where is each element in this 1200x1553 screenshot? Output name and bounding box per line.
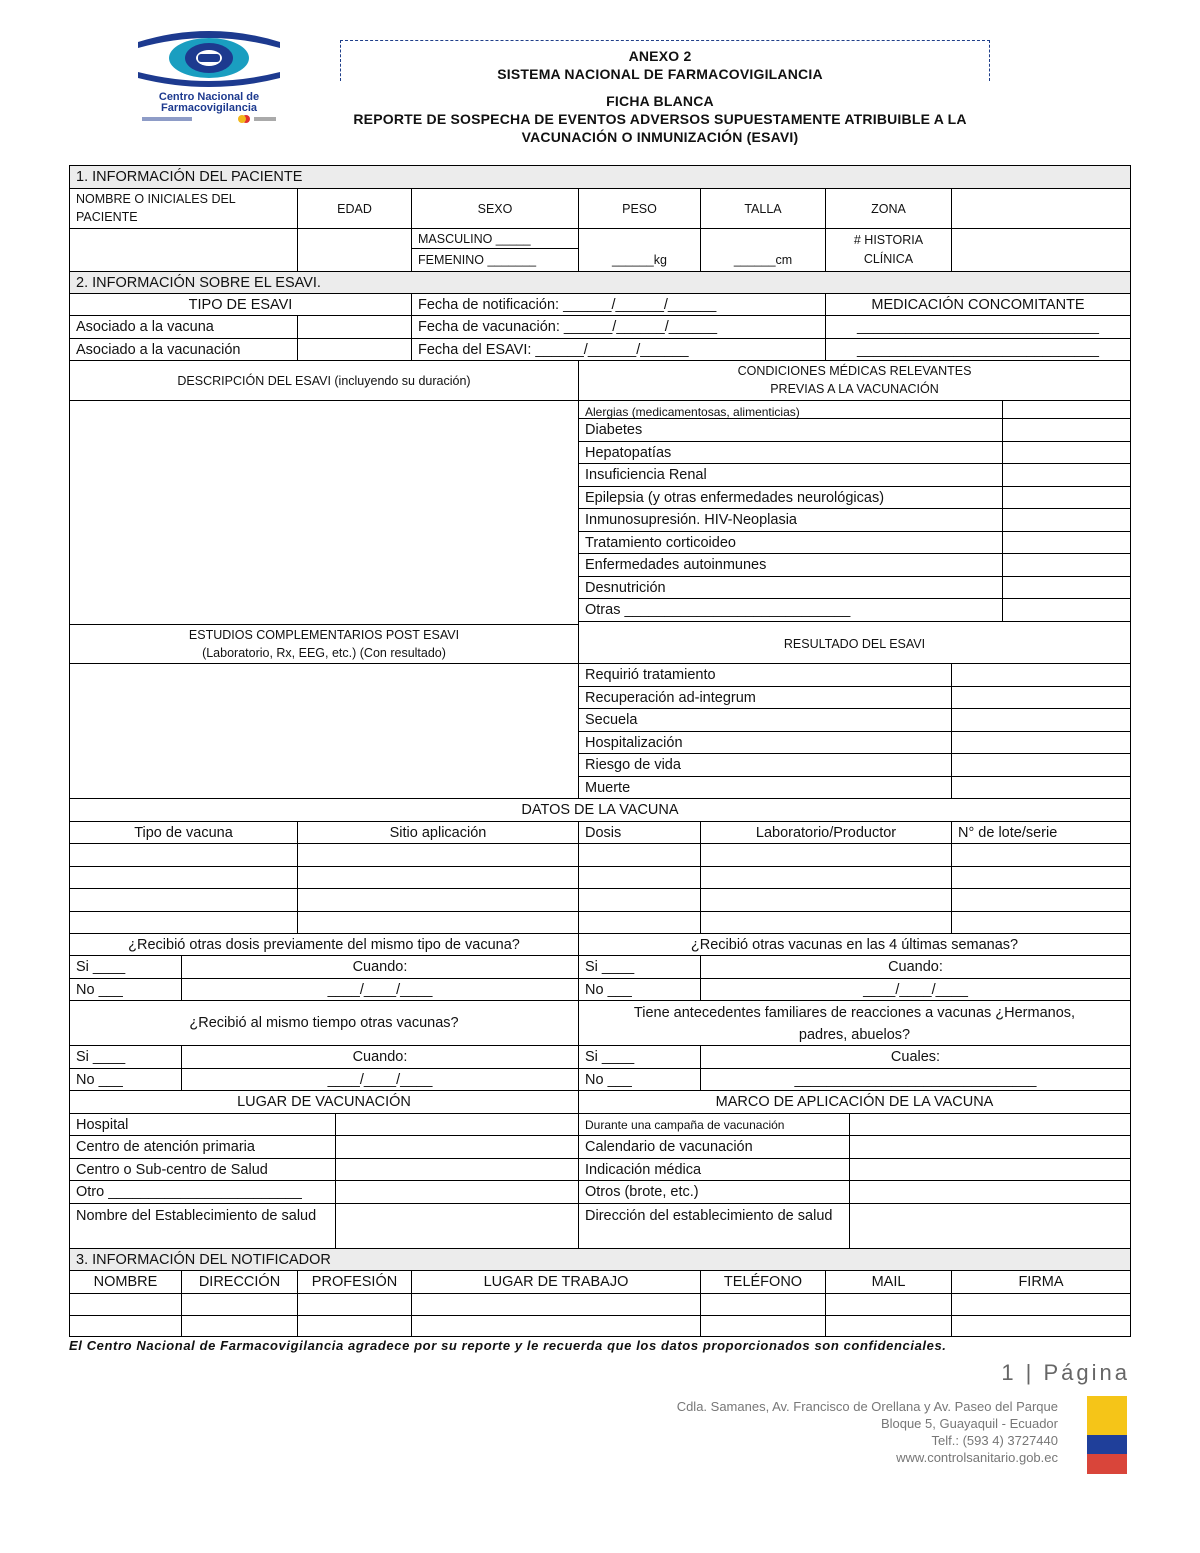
place-option-label: Centro o Sub-centro de Salud [70,1159,336,1181]
address-line1: Cdla. Samanes, Av. Francisco de Orellana y Av. Paseo del Parque [676,1399,1058,1414]
application-frame-title: MARCO DE APLICACIÓN DE LA VACUNA [579,1091,1130,1114]
vaccination-date-field[interactable]: Fecha de vacunación: ______/______/______ [412,316,826,339]
notifier-cell[interactable] [952,1316,1130,1336]
result-checkbox[interactable] [952,687,1130,709]
frame-option-label: Calendario de vacunación [579,1136,850,1159]
family-history-question [579,1001,1130,1046]
notifier-col-header: PROFESIÓN [298,1271,412,1294]
clinical-history-field[interactable] [952,229,1130,272]
height-label: TALLA [701,189,826,229]
patient-name-label: NOMBRE O INICIALES DEL PACIENTE [70,189,298,229]
section-patient-title: 1. INFORMACIÓN DEL PACIENTE [70,166,1130,189]
vaccine-cell[interactable] [70,867,298,889]
vaccine-data-title: DATOS DE LA VACUNA [70,799,1130,822]
vaccine-cell[interactable] [298,844,579,867]
result-label: Secuela [579,709,952,732]
condition-checkbox[interactable] [1003,599,1130,622]
medical-conditions-header-line1: CONDICIONES MÉDICAS RELEVANTES [737,364,972,378]
report-title-line2: VACUNACIÓN O INMUNIZACIÓN (ESAVI) [521,129,799,145]
frame-option-checkbox[interactable] [850,1136,1130,1159]
sex-female-field[interactable]: FEMENINO _______ [412,249,579,272]
vaccine-cell[interactable] [579,844,701,867]
zone-label: ZONA [826,189,952,229]
ecuador-flag-bar [1087,1396,1127,1474]
vaccine-cell[interactable] [70,889,298,912]
frame-option-label: Indicación médica [579,1159,850,1181]
last-4-weeks-when-label: Cuando: [701,956,1130,979]
notifier-cell[interactable] [182,1294,298,1316]
associated-vaccination-field[interactable] [298,339,412,361]
system-name: SISTEMA NACIONAL DE FARMACOVIGILANCIA [497,66,823,82]
condition-checkbox[interactable] [1003,487,1130,509]
same-time-question: ¿Recibió al mismo tiempo otras vacunas? [70,1001,579,1046]
patient-name-field[interactable] [70,229,298,272]
age-label: EDAD [298,189,412,229]
confidentiality-note: El Centro Nacional de Farmacovigilancia agradece por su reporte y le recuerda que los datos proporcionados son confidenciales. [69,1338,947,1353]
notifier-cell[interactable] [701,1294,826,1316]
condition-label: Diabetes [579,419,1003,442]
sex-male-field[interactable]: MASCULINO _____ [412,229,579,249]
vaccine-cell[interactable] [298,912,579,934]
result-checkbox[interactable] [952,664,1130,687]
condition-label: Desnutrición [579,577,1003,599]
condition-label: Epilepsia (y otras enfermedades neurológicas) [579,487,1003,509]
vaccine-cell[interactable] [952,889,1130,912]
same-time-when-label: Cuando: [182,1046,579,1069]
vaccine-col-header: Tipo de vacuna [70,822,298,844]
place-option-label: Centro de atención primaria [70,1136,336,1159]
frame-option-checkbox[interactable] [850,1159,1130,1181]
vaccine-cell[interactable] [579,889,701,912]
height-field[interactable]: ______cm [701,229,826,272]
family-history-no[interactable]: No ___ [579,1069,701,1091]
esavi-result-label: RESULTADO DEL ESAVI [579,625,1130,664]
condition-checkbox[interactable] [1003,401,1130,419]
result-label: Recuperación ad-integrum [579,687,952,709]
sex-label: SEXO [412,189,579,229]
condition-checkbox[interactable] [1003,577,1130,599]
notifier-col-header: DIRECCIÓN [182,1271,298,1294]
website-link[interactable]: www.controlsanitario.gob.ec [896,1450,1058,1465]
form-name: FICHA BLANCA [606,93,714,109]
concomitant-medication-line-1[interactable]: ______________________________ [826,316,1130,339]
place-option-checkbox[interactable] [336,1181,579,1204]
last-4-weeks-no[interactable]: No ___ [579,979,701,1001]
condition-label: Tratamiento corticoideo [579,532,1003,554]
previous-doses-no[interactable]: No ___ [70,979,182,1001]
result-label: Muerte [579,777,952,799]
condition-label: Alergias (medicamentosas, alimenticias) [579,401,1003,419]
age-field[interactable] [298,229,412,272]
svg-text:Centro Nacional de: Centro Nacional de [158,91,260,103]
condition-label: Insuficiencia Renal [579,464,1003,487]
condition-checkbox[interactable] [1003,509,1130,532]
address-line2: Bloque 5, Guayaquil - Ecuador [880,1416,1058,1431]
concomitant-medication-line-2[interactable]: ______________________________ [826,339,1130,361]
last-4-weeks-date[interactable]: ____/____/____ [701,979,1130,1001]
frame-option-label: Durante una campaña de vacunación [579,1114,850,1136]
weight-label: PESO [579,189,701,229]
notification-date-field[interactable]: Fecha de notificación: ______/______/______ [412,294,826,316]
farmacovigilancia-logo [134,28,284,128]
clinical-history-label: # HISTORIA CLÍNICA [826,229,952,272]
annex-label: ANEXO 2 [628,48,692,64]
section-notifier-title: 3. INFORMACIÓN DEL NOTIFICADOR [70,1249,1130,1271]
result-checkbox[interactable] [952,754,1130,777]
vaccine-cell[interactable] [70,912,298,934]
condition-checkbox[interactable] [1003,464,1130,487]
place-option-checkbox[interactable] [336,1159,579,1181]
complementary-studies-line1: ESTUDIOS COMPLEMENTARIOS POST ESAVI [188,628,460,642]
vaccine-cell[interactable] [579,912,701,934]
vaccine-cell[interactable] [701,844,952,867]
notifier-cell[interactable] [298,1316,412,1336]
notifier-cell[interactable] [701,1316,826,1336]
esavi-date-field[interactable]: Fecha del ESAVI: ______/______/______ [412,339,826,361]
previous-doses-when-label: Cuando: [182,956,579,979]
notifier-cell[interactable] [826,1294,952,1316]
result-label: Requirió tratamiento [579,664,952,687]
establishment-name-label: Nombre del Establecimiento de salud [70,1204,336,1249]
place-option-checkbox[interactable] [336,1114,579,1136]
previous-doses-date[interactable]: ____/____/____ [182,979,579,1001]
notifier-cell[interactable] [298,1294,412,1316]
vaccination-place-title: LUGAR DE VACUNACIÓN [70,1091,579,1114]
notifier-cell[interactable] [412,1294,701,1316]
notifier-col-header: LUGAR DE TRABAJO [412,1271,701,1294]
notifier-cell[interactable] [826,1316,952,1336]
vaccine-col-header: Dosis [579,822,701,844]
condition-checkbox[interactable] [1003,554,1130,577]
result-label: Hospitalización [579,732,952,754]
complementary-studies-line2: (Laboratorio, Rx, EEG, etc.) (Con resultado) [202,646,446,660]
page-number: 1 | Página [1001,1360,1130,1385]
notifier-col-header: FIRMA [952,1271,1130,1294]
address-block [600,1398,1058,1466]
frame-option-checkbox[interactable] [850,1114,1130,1136]
establishment-address-label: Dirección del establecimiento de salud [579,1204,850,1249]
svg-text:Farmacovigilancia: Farmacovigilancia [161,102,257,114]
medical-conditions-header [579,361,1130,401]
esavi-report-form [69,165,1131,1337]
vaccine-col-header: N° de lote/serie [952,822,1130,844]
same-time-yes[interactable]: Si ____ [70,1046,182,1069]
condition-label: Otras ____________________________ [579,599,1003,622]
condition-label: Enfermedades autoinmunes [579,554,1003,577]
medical-conditions-header-line2: PREVIAS A LA VACUNACIÓN [770,382,939,396]
family-history-line2: padres, abuelos? [798,1027,911,1043]
esavi-type-label: TIPO DE ESAVI [70,294,412,316]
result-label: Riesgo de vida [579,754,952,777]
notifier-cell[interactable] [412,1316,701,1336]
place-option-label: Otro ________________________ [70,1181,336,1204]
condition-checkbox[interactable] [1003,442,1130,464]
associated-vaccine-label: Asociado a la vacuna [70,316,298,339]
report-title-line1: REPORTE DE SOSPECHA DE EVENTOS ADVERSOS SUPUESTAMENTE ATRIBUIBLE A LA [353,111,967,127]
complementary-studies-header [70,625,579,664]
vaccine-cell[interactable] [952,844,1130,867]
previous-doses-question: ¿Recibió otras dosis previamente del mismo tipo de vacuna? [70,934,579,956]
last-4-weeks-question: ¿Recibió otras vacunas en las 4 últimas semanas? [579,934,1130,956]
address-line3: Telf.: (593 4) 3727440 [931,1433,1058,1448]
family-history-yes[interactable]: Si ____ [579,1046,701,1069]
place-option-label: Hospital [70,1114,336,1136]
section-esavi-title: 2. INFORMACIÓN SOBRE EL ESAVI. [70,272,1130,294]
last-4-weeks-yes[interactable]: Si ____ [579,956,701,979]
notifier-col-header: TELÉFONO [701,1271,826,1294]
notifier-cell[interactable] [70,1294,182,1316]
vaccine-cell[interactable] [70,844,298,867]
condition-label: Inmunosupresión. HIV-Neoplasia [579,509,1003,532]
vaccine-cell[interactable] [701,867,952,889]
associated-vaccination-label: Asociado a la vacunación [70,339,298,361]
condition-label: Hepatopatías [579,442,1003,464]
weight-field[interactable]: ______kg [579,229,701,272]
frame-option-label: Otros (brote, etc.) [579,1181,850,1204]
result-checkbox[interactable] [952,709,1130,732]
concomitant-medication-label: MEDICACIÓN CONCOMITANTE [826,294,1130,316]
establishment-address-field[interactable] [850,1204,1130,1249]
condition-checkbox[interactable] [1003,532,1130,554]
condition-checkbox[interactable] [1003,419,1130,442]
notifier-cell[interactable] [182,1316,298,1336]
result-checkbox[interactable] [952,732,1130,754]
esavi-description-label: DESCRIPCIÓN DEL ESAVI (incluyendo su duración) [70,361,579,401]
vaccine-cell[interactable] [298,889,579,912]
previous-doses-yes[interactable]: Si ____ [70,956,182,979]
frame-option-checkbox[interactable] [850,1181,1130,1204]
vaccine-cell[interactable] [952,867,1130,889]
same-time-date[interactable]: ____/____/____ [182,1069,579,1091]
vaccine-cell[interactable] [298,867,579,889]
family-history-which-label: Cuales: [701,1046,1130,1069]
vaccine-col-header: Laboratorio/Productor [701,822,952,844]
associated-vaccine-field[interactable] [298,316,412,339]
notifier-cell[interactable] [70,1316,182,1336]
esavi-description-field[interactable] [70,401,579,625]
notifier-cell[interactable] [952,1294,1130,1316]
notifier-col-header: NOMBRE [70,1271,182,1294]
vaccine-cell[interactable] [952,912,1130,934]
family-history-which-line[interactable]: ______________________________ [701,1069,1130,1091]
same-time-no[interactable]: No ___ [70,1069,182,1091]
place-option-checkbox[interactable] [336,1136,579,1159]
vaccine-cell[interactable] [579,867,701,889]
vaccine-cell[interactable] [701,912,952,934]
result-checkbox[interactable] [952,777,1130,799]
complementary-studies-field[interactable] [70,664,579,799]
zone-value-field[interactable] [952,189,1130,229]
notifier-col-header: MAIL [826,1271,952,1294]
establishment-name-field[interactable] [336,1204,579,1249]
vaccine-col-header: Sitio aplicación [298,822,579,844]
vaccine-cell[interactable] [701,889,952,912]
family-history-line1: Tiene antecedentes familiares de reacciones a vacunas ¿Hermanos, [633,1005,1076,1021]
